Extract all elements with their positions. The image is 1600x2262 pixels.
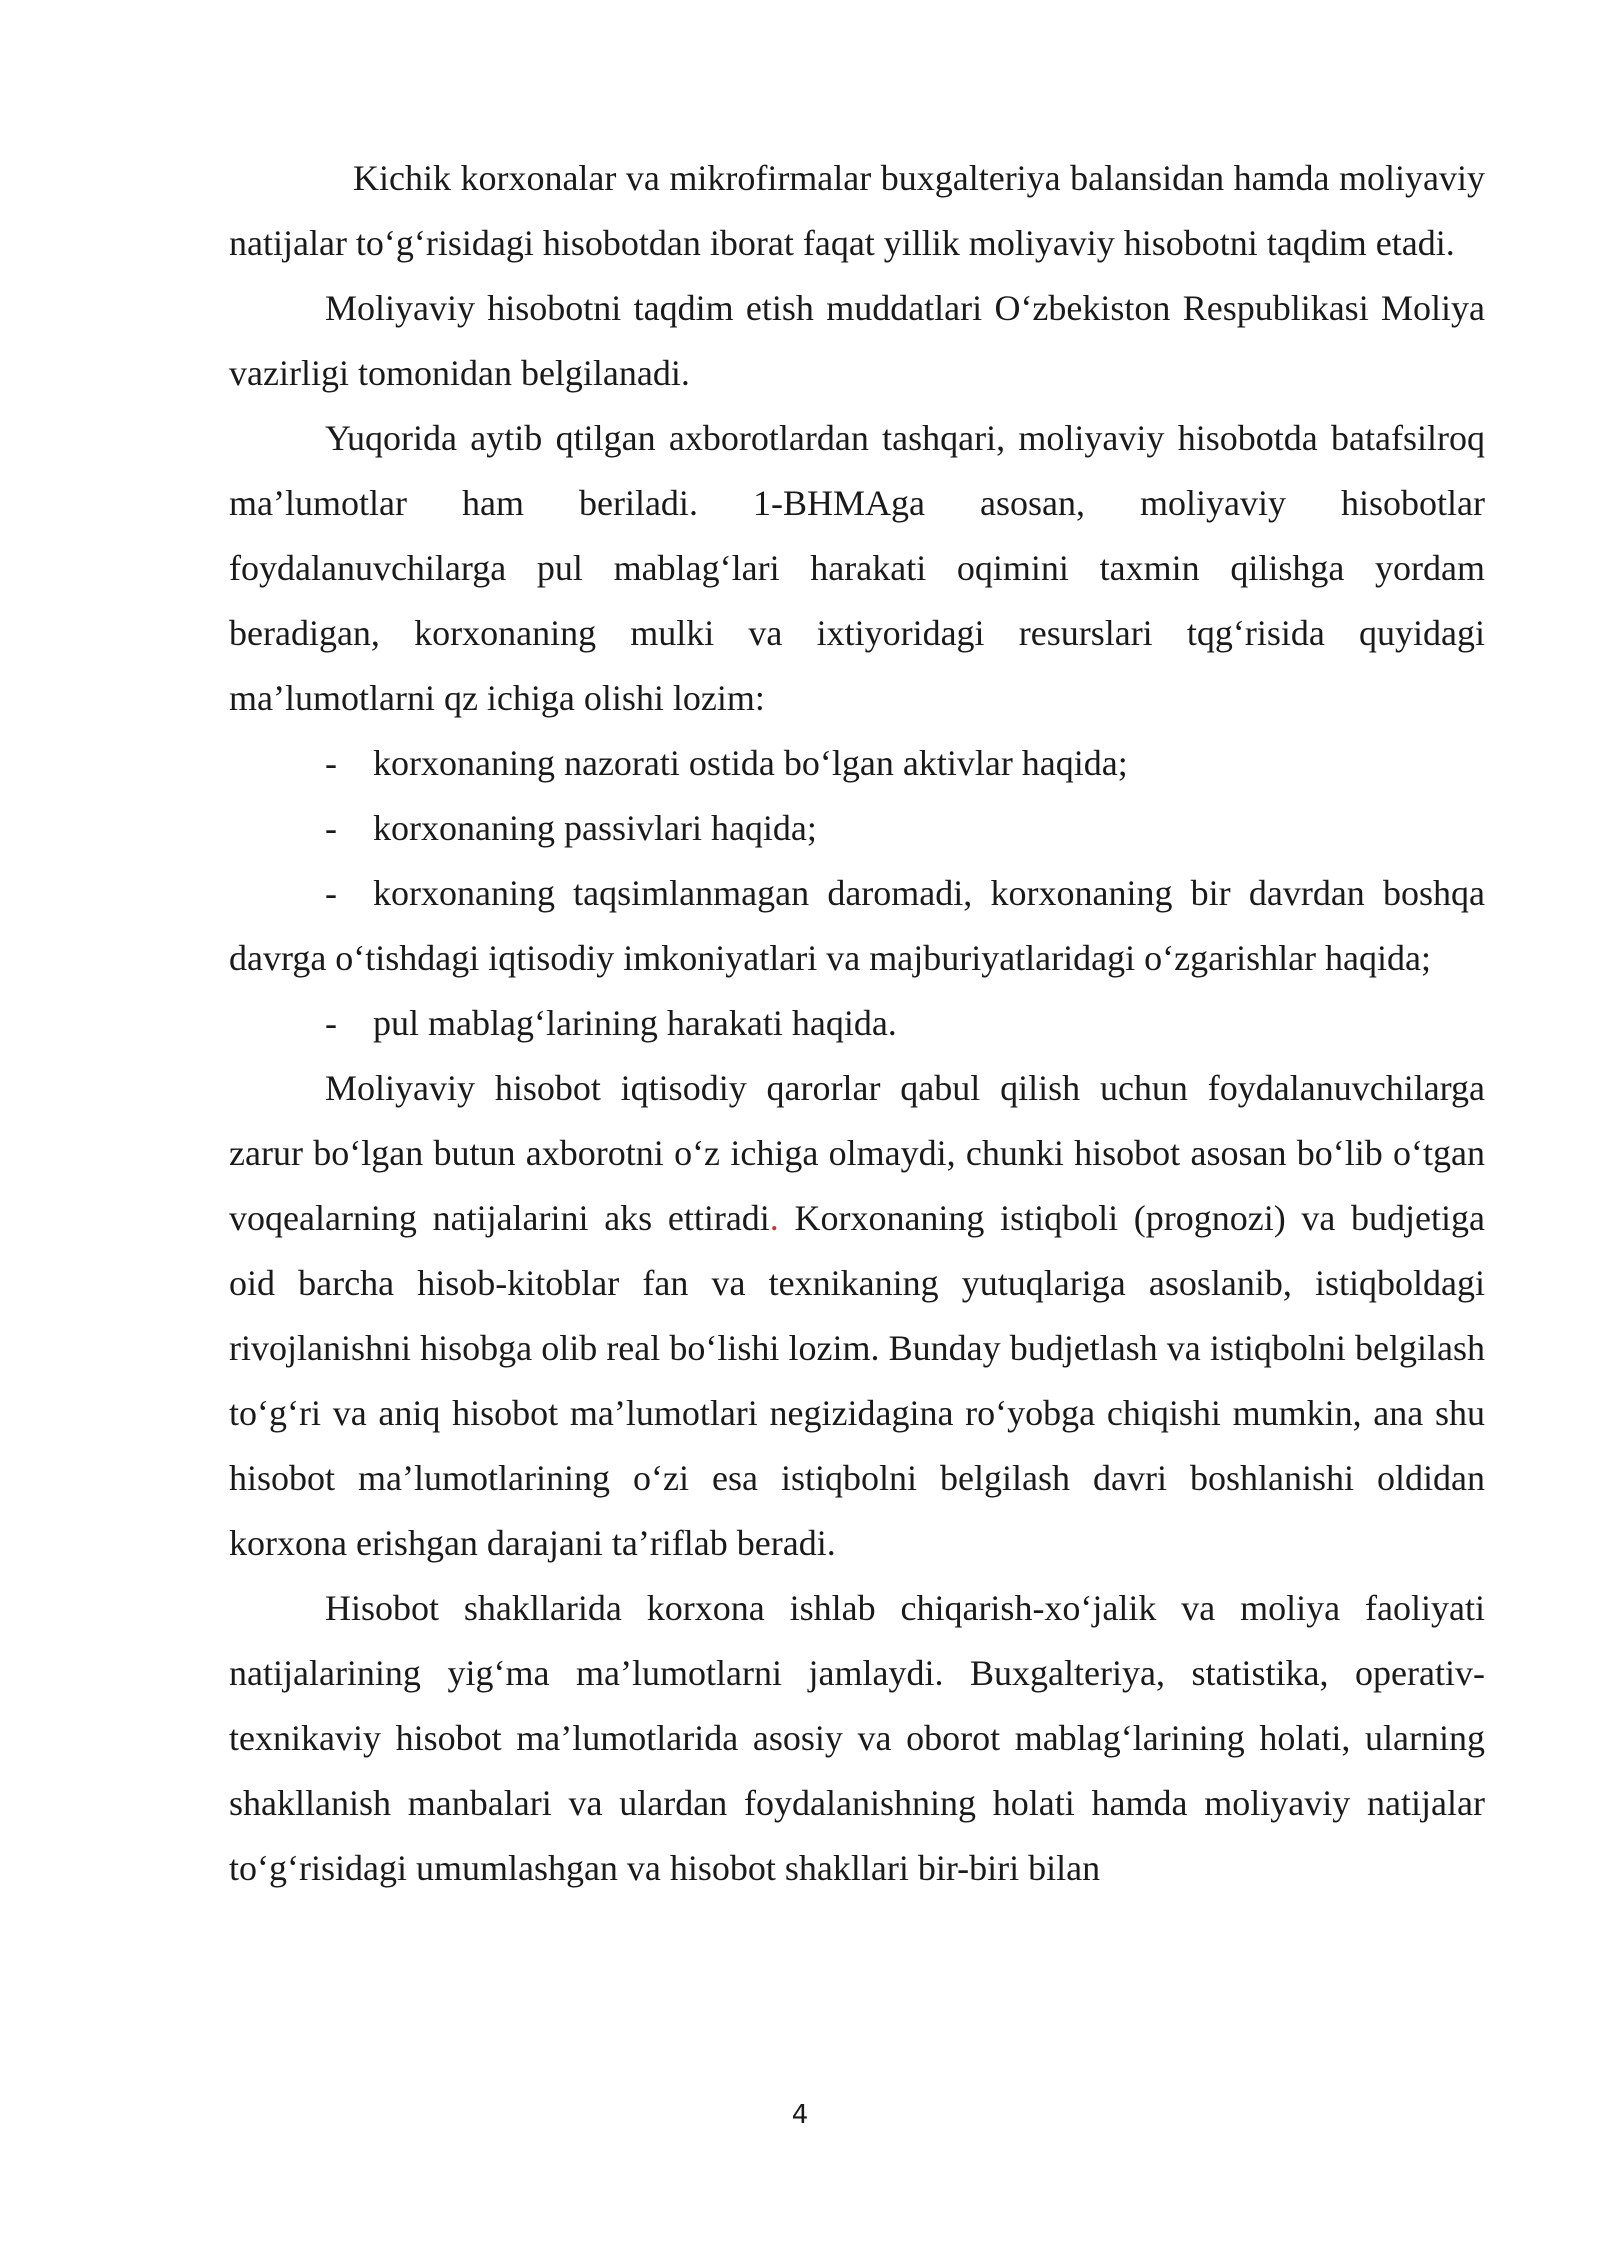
paragraph-detailed-information: Yuqorida aytib qtilgan axborotlardan tashqari, moliyaviy hisobotda batafsilroq ma’lumotlar ham beriladi. 1-BHMAga asosan, moliyaviy hisobotlar foydalanuvchilarga pul mablag‘lari harakati oqimini taxmin qilishga yordam beradigan, korxonaning mulki va ixtiyoridagi resurslari tqg‘risida quyidagi ma’lumotlarni qz ichiga olishi lozim: [229,418,1485,718]
bullet-dash: - [325,873,337,913]
list-item-text: korxonaning taqsimlanmagan daromadi, korxonaning bir davrdan boshqa davrga o‘tishdagi iqtisodiy imkoniyatlari va majburiyatlaridagi o‘zgarishlar haqida; [229,873,1485,978]
list-item [229,731,1485,796]
paragraph-text-part: Korxonaning istiqboli (prognozi) va budjetiga oid barcha hisob-kitoblar fan va texnikaning yutuqlariga asoslanib, istiqboldagi rivojlanishni hisobga olib real bo‘lishi lozim. Bunday budjetlash va istiqbolni belgilash to‘g‘ri va aniq hisobot ma’lumotlari negizidagina ro‘yobga chiqishi mumkin, ana shu hisobot ma’lumotlarining o‘zi esa istiqbolni belgilash davri boshlanishi oldidan korxona erishgan darajani ta’riflab beradi. [229,1198,1485,1563]
highlighted-period: . [769,1198,779,1238]
paragraph-report-forms: Hisobot shakllarida korxona ishlab chiqarish-xo‘jalik va moliya faoliyati natijalarining yig‘ma ma’lumotlarni jamlaydi. Buxgalteriya, statistika, operativ-texnikaviy hisobot ma’lumotlarida asosiy va oborot mablag‘larining holati, ularning shakllanish manbalari va ulardan foydalanishning holati hamda moliyaviy natijalar to‘g‘risidagi umumlashgan va hisobot shakllari bir-biri bilan [229,1588,1485,1888]
bullet-dash: - [325,743,337,783]
list-item [229,861,1485,991]
bullet-dash: - [325,808,337,848]
paragraph-reporting-deadlines: Moliyaviy hisobotni taqdim etish muddatlari O‘zbekiston Respublikasi Moliya vazirligi tomonidan belgilanadi. [229,288,1485,393]
list-item [229,991,1485,1056]
bullet-dash: - [325,1003,337,1043]
document-body [229,146,1485,1901]
list-item-text: pul mablag‘larining harakati haqida. [373,1003,897,1043]
list-item-text: korxonaning passivlari haqida; [373,808,817,848]
list-item-text: korxonaning nazorati ostida bo‘lgan aktivlar haqida; [373,743,1128,783]
paragraph-financial-report-limits [229,1056,1485,1576]
page-number: 4 [791,2100,809,2130]
paragraph-small-enterprises: Kichik korxonalar va mikrofirmalar buxgalteriya balansidan hamda moliyaviy natijalar to‘g‘risidagi hisobotdan iborat faqat yillik moliyaviy hisobotni taqdim etadi. [229,158,1485,263]
list-item [229,796,1485,861]
paragraph-text-part: Moliyaviy hisobot iqtisodiy qarorlar qabul qilish uchun foydalanuvchilarga zarur bo‘lgan butun axborotni o‘z ichiga olmaydi, chunki hisobot asosan bo‘lib o‘tgan voqealarning natijalarini aks ettiradi [229,1068,1485,1238]
